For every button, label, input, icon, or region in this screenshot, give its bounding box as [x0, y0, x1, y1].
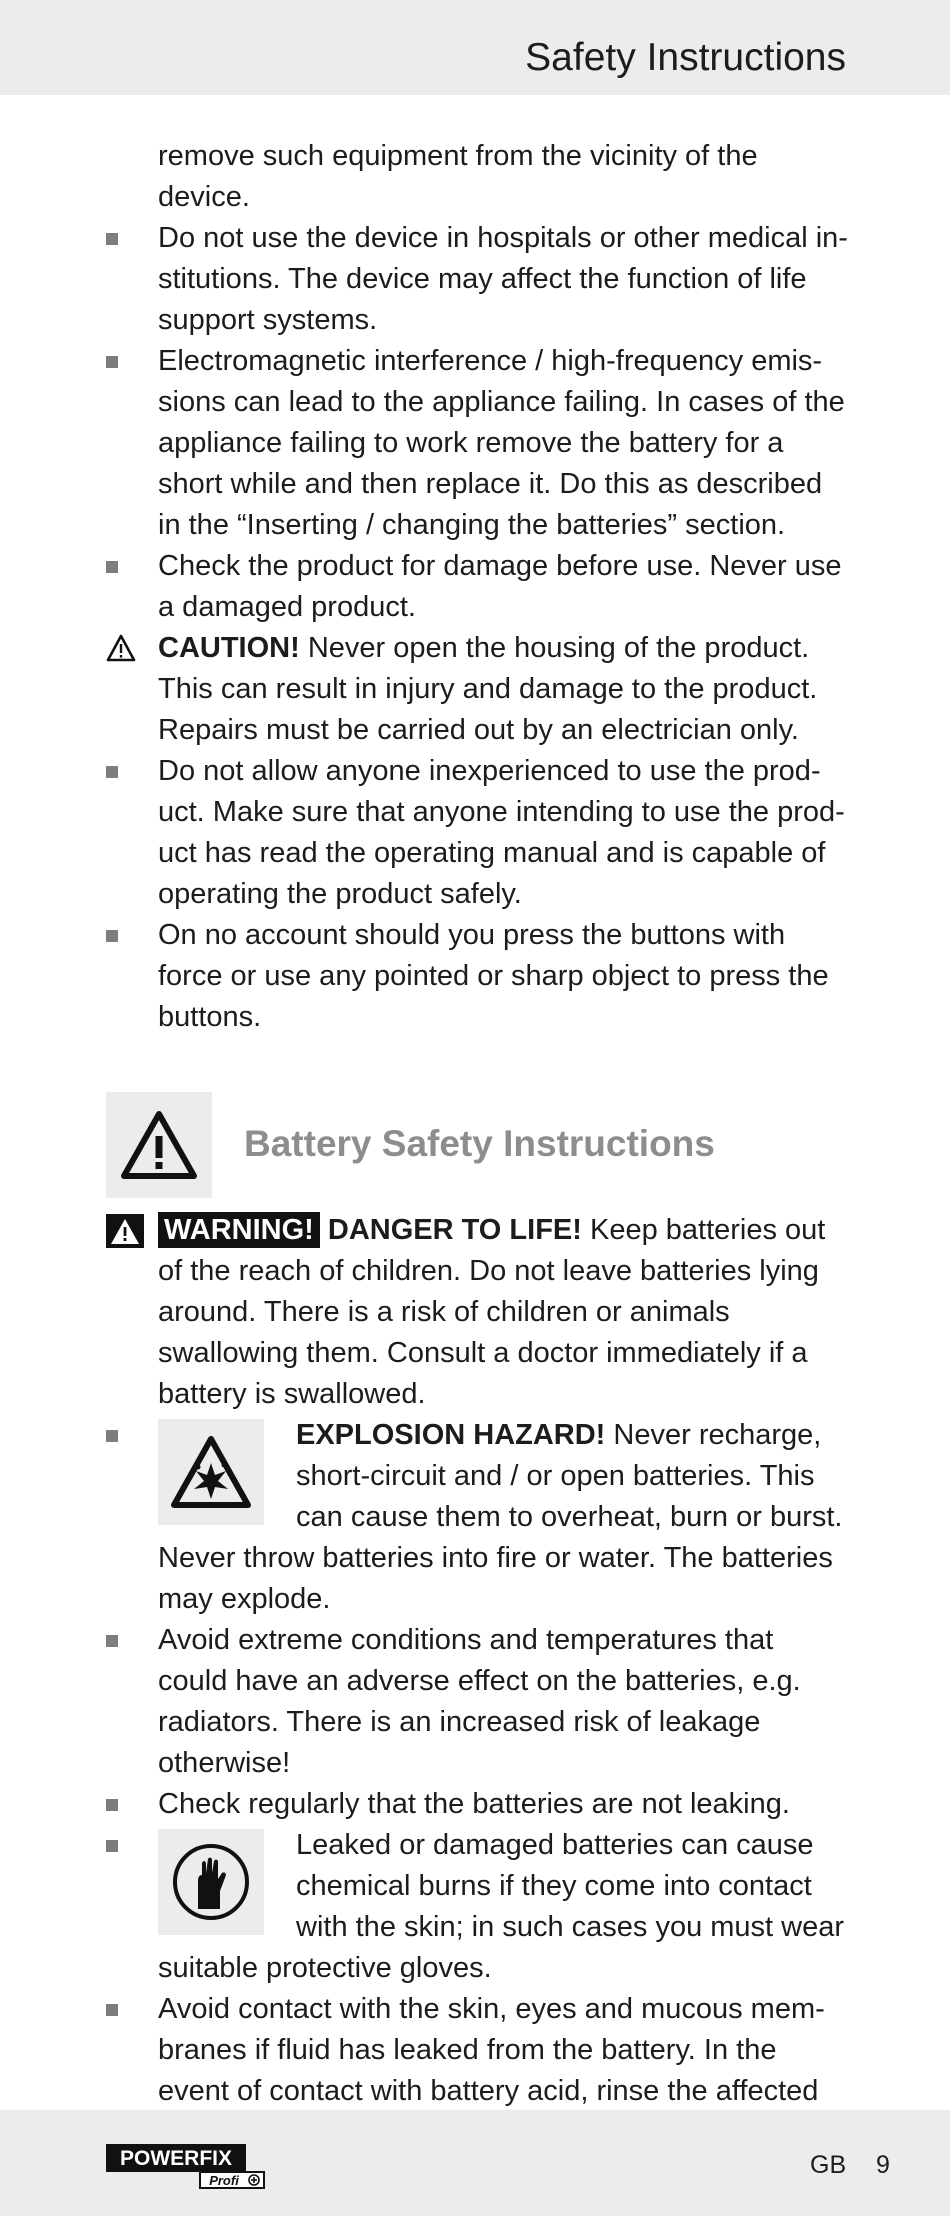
warning-item: [106, 1210, 850, 1415]
explosion-icon-box: [158, 1419, 264, 1525]
bullet-square: [106, 1635, 118, 1647]
bullet-item: Electromagnetic interference / high-frequency emis-sions can lead to the appliance failing. In cases of the appliance failing to work remove the battery for a short while and then replace it. Do this as described in the “Inserting / changing the batteries” section.: [106, 341, 850, 546]
bullet-item: Avoid extreme conditions and temperatures that could have an adverse effect on the batteries, e.g. radiators. There is an increased risk of leakage otherwise!: [106, 1620, 850, 1784]
footer-page-number: 9: [876, 2151, 890, 2179]
bullet-item: On no account should you press the buttons with force or use any pointed or sharp object to press the buttons.: [106, 915, 850, 1038]
explosion-label: EXPLOSION HAZARD!: [296, 1419, 606, 1451]
bullet-item: Avoid contact with the skin, eyes and mucous mem-branes if fluid has leaked from the battery. In the event of contact with battery acid, rinse the affected: [106, 1989, 850, 2112]
caution-text: Never open the housing of the product. This can result in injury and damage to the product. Repairs must be carried out by an electrician only.: [158, 632, 818, 746]
bullet-square: [106, 930, 118, 942]
caution-label: CAUTION!: [158, 632, 300, 664]
powerfix-logo: [106, 2142, 266, 2190]
paragraph-continuation: remove such equipment from the vicinity of the device.: [158, 140, 758, 213]
gloves-item: [106, 1825, 850, 1989]
bullet-item: Do not allow anyone inexperienced to use the prod-uct. Make sure that anyone intending to use the prod-uct has read the operating manual and is capable of operating the product safely.: [106, 751, 850, 915]
explosion-text: Never recharge, short-circuit and / or open batteries. This can cause them to overheat, burn or burst. Never throw batteries into fire or water. The batteries may explode.: [158, 1419, 843, 1615]
bullet-square: [106, 2004, 118, 2016]
battery-section-heading: [106, 1092, 850, 1200]
logo-sub-text: Profi: [209, 2173, 239, 2188]
bullet-square: [106, 561, 118, 573]
section-icon-box: [106, 1092, 212, 1198]
bullet-item: Check regularly that the batteries are not leaking.: [106, 1784, 850, 1825]
page-content: [106, 136, 850, 2112]
page-header: [0, 0, 950, 95]
bullet-square: [106, 233, 118, 245]
header-title: Safety Instructions: [525, 36, 846, 79]
bullet-square: [106, 1799, 118, 1811]
warning-text: Keep batteries out of the reach of children. Do not leave batteries lying around. There is a risk of children or animals swallowing them. Consult a doctor immediately if a battery is swallowed.: [158, 1214, 826, 1410]
gloves-icon-box: [158, 1829, 264, 1935]
bullet-square: [106, 1430, 118, 1442]
caution-triangle-icon: [106, 634, 136, 662]
logo-brand-text: POWERFIX: [119, 2147, 233, 2170]
bullet-square: [106, 766, 118, 778]
bullet-item: Check the product for damage before use. Never use a damaged product.: [106, 546, 850, 628]
warning-triangle-icon: [106, 1092, 212, 1198]
protective-gloves-icon: [158, 1829, 264, 1935]
warning-solid-icon: [106, 1214, 144, 1248]
section-title: Battery Safety Instructions: [244, 1123, 715, 1164]
caution-item: [106, 628, 850, 751]
bullet-item: Do not use the device in hospitals or other medical in-stitutions. The device may affect the function of life support systems.: [106, 218, 850, 341]
bullet-square: [106, 356, 118, 368]
danger-label: DANGER TO LIFE!: [327, 1214, 582, 1246]
explosion-hazard-icon: [158, 1419, 264, 1525]
gloves-text: Leaked or damaged batteries can cause chemical burns if they come into contact with the skin; in such cases you must wear suitable protective gloves.: [158, 1829, 845, 1984]
explosion-item: [106, 1415, 850, 1620]
footer-language: GB: [810, 2151, 847, 2179]
warning-label: WARNING!: [158, 1212, 320, 1248]
bullet-square: [106, 1840, 118, 1852]
